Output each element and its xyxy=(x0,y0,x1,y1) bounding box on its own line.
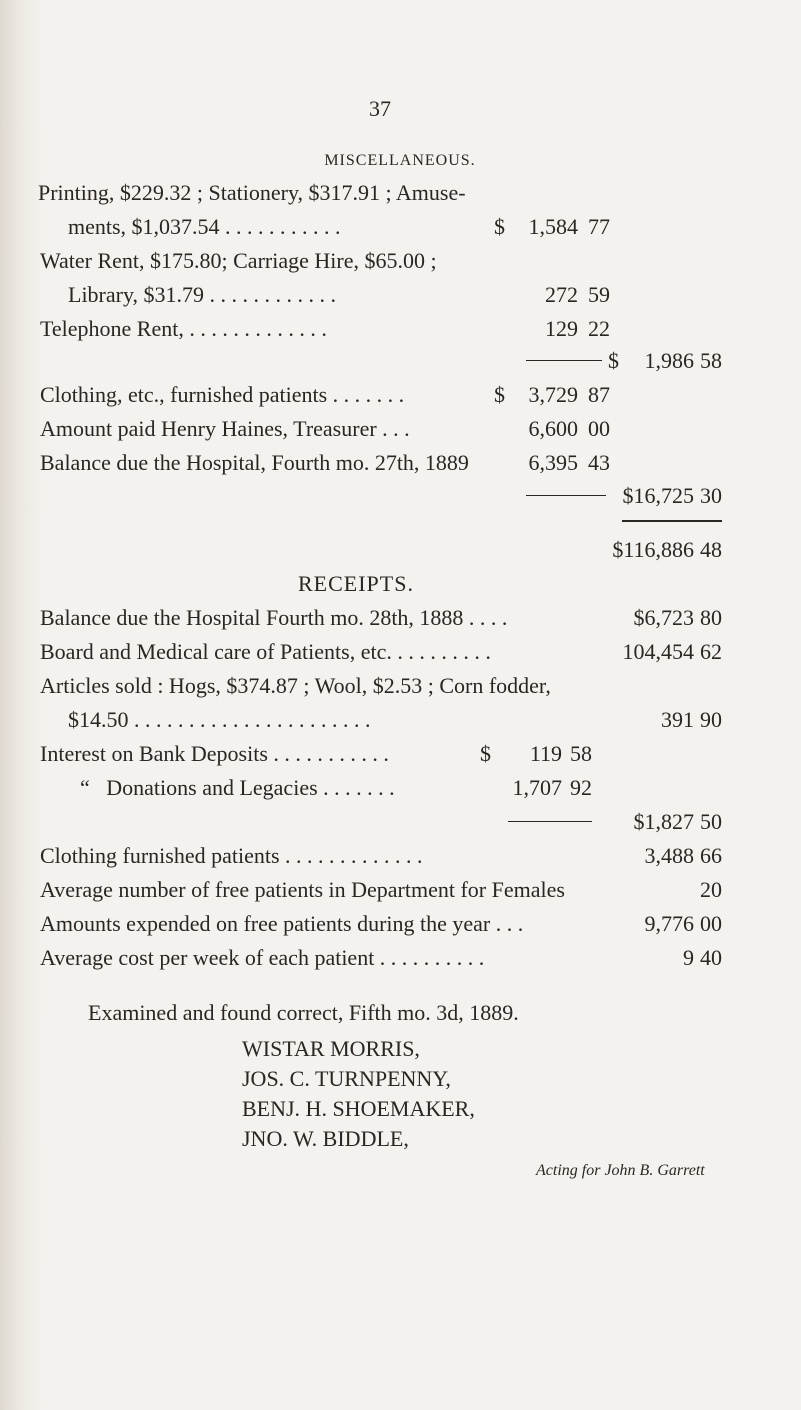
receipt-5-label: “ Donations and Legacies . . . . . . . xyxy=(80,775,395,800)
receipt-7-label: Average number of free patients in Department for Females xyxy=(40,877,565,902)
misc-line-5-amount: 129 xyxy=(545,316,578,341)
examined-statement: Examined and found correct, Fifth mo. 3d, 1889. xyxy=(88,1000,519,1025)
misc-line-2-dollar: $ xyxy=(494,214,505,239)
receipt-1-label: Balance due the Hospital Fourth mo. 28th, 1888 . . . . xyxy=(40,605,508,630)
receipt-3-amount: 391 xyxy=(661,707,694,732)
misc-subtotal-2-cents: 30 xyxy=(700,483,722,508)
receipt-5-cents: 92 xyxy=(570,775,592,800)
misc-line-6-cents: 87 xyxy=(588,382,610,407)
misc-line-4-label: Library, $31.79 . . . . . . . . . . . . xyxy=(68,282,337,307)
receipts-subtotal-amount: $1,827 xyxy=(633,809,694,834)
misc-line-2-cents: 77 xyxy=(588,214,610,239)
receipt-3-line-1: Articles sold : Hogs, $374.87 ; Wool, $2.53 ; Corn fodder, xyxy=(40,673,551,698)
misc-line-1: Printing, $229.32 ; Stationery, $317.91 ; Amuse- xyxy=(38,180,466,205)
misc-line-4-cents: 59 xyxy=(588,282,610,307)
receipt-9-amount: 9 xyxy=(683,945,694,970)
misc-line-7-label: Amount paid Henry Haines, Treasurer . . . xyxy=(40,416,410,441)
signatory-1: WISTAR MORRIS, xyxy=(242,1036,420,1061)
misc-line-6-label: Clothing, etc., furnished patients . . . . . . . xyxy=(40,382,405,407)
receipt-2-label: Board and Medical care of Patients, etc. . . . . . . . . . xyxy=(40,639,491,664)
misc-subtotal-cents: 58 xyxy=(700,348,722,373)
receipt-6-amount: 3,488 xyxy=(644,843,694,868)
misc-line-5-label: Telephone Rent, . . . . . . . . . . . . . xyxy=(40,316,327,341)
receipt-8-label: Amounts expended on free patients during the year . . . xyxy=(40,911,524,936)
receipt-4-dollar: $ xyxy=(480,741,491,766)
subtotal-rule xyxy=(526,360,602,361)
page-spine-shadow xyxy=(0,0,42,1410)
misc-line-8-cents: 43 xyxy=(588,450,610,475)
signatory-4: JNO. W. BIDDLE, xyxy=(242,1126,409,1151)
receipt-1-amount: $6,723 xyxy=(633,605,694,630)
receipt-7-amount: 20 xyxy=(700,877,722,902)
receipt-2-cents: 62 xyxy=(700,639,722,664)
signatory-2: JOS. C. TURNPENNY, xyxy=(242,1066,451,1091)
misc-line-7-cents: 00 xyxy=(588,416,610,441)
misc-line-3: Water Rent, $175.80; Carriage Hire, $65.00 ; xyxy=(40,248,437,273)
misc-line-6-dollar: $ xyxy=(494,382,505,407)
misc-line-2-amount: 1,584 xyxy=(528,214,578,239)
misc-subtotal-amount: 1,986 xyxy=(644,348,694,373)
receipt-2-amount: 104,454 xyxy=(622,639,694,664)
grand-total-rule xyxy=(622,520,722,522)
page-number: 37 xyxy=(369,96,391,121)
signatory-3: BENJ. H. SHOEMAKER, xyxy=(242,1096,475,1121)
misc-grand-total-cents: 48 xyxy=(700,537,722,562)
receipt-3-cents: 90 xyxy=(700,707,722,732)
receipts-subtotal-rule xyxy=(508,821,592,822)
misc-line-8-amount: 6,395 xyxy=(528,450,578,475)
acting-note: Acting for John B. Garrett xyxy=(536,1162,705,1179)
misc-subtotal-dollar: $ xyxy=(608,348,619,373)
misc-line-8-label: Balance due the Hospital, Fourth mo. 27th, 1889 xyxy=(40,450,469,475)
receipt-1-cents: 80 xyxy=(700,605,722,630)
receipt-4-amount: 119 xyxy=(529,741,562,766)
section-title: MISCELLANEOUS. xyxy=(324,152,476,169)
receipt-9-label: Average cost per week of each patient . . . . . . . . . . xyxy=(40,945,485,970)
receipts-subtotal-cents: 50 xyxy=(700,809,722,834)
misc-line-6-amount: 3,729 xyxy=(528,382,578,407)
misc-line-2-label: ments, $1,037.54 . . . . . . . . . . . xyxy=(68,214,341,239)
receipt-8-amount: 9,776 xyxy=(644,911,694,936)
subtotal-2-rule xyxy=(526,495,606,496)
receipt-8-cents: 00 xyxy=(700,911,722,936)
misc-subtotal-2-amount: $16,725 xyxy=(622,483,694,508)
receipt-6-label: Clothing furnished patients . . . . . . . . . . . . . xyxy=(40,843,423,868)
receipt-6-cents: 66 xyxy=(700,843,722,868)
misc-line-5-cents: 22 xyxy=(588,316,610,341)
misc-line-7-amount: 6,600 xyxy=(528,416,578,441)
receipt-4-label: Interest on Bank Deposits . . . . . . . . . . . xyxy=(40,741,389,766)
receipt-9-cents: 40 xyxy=(700,945,722,970)
misc-grand-total-amount: $116,886 xyxy=(612,537,694,562)
misc-line-4-amount: 272 xyxy=(545,282,578,307)
receipts-title: RECEIPTS. xyxy=(298,571,414,596)
receipt-5-amount: 1,707 xyxy=(512,775,562,800)
receipt-3-label: $14.50 . . . . . . . . . . . . . . . . . . . . . . xyxy=(68,707,371,732)
receipt-4-cents: 58 xyxy=(570,741,592,766)
